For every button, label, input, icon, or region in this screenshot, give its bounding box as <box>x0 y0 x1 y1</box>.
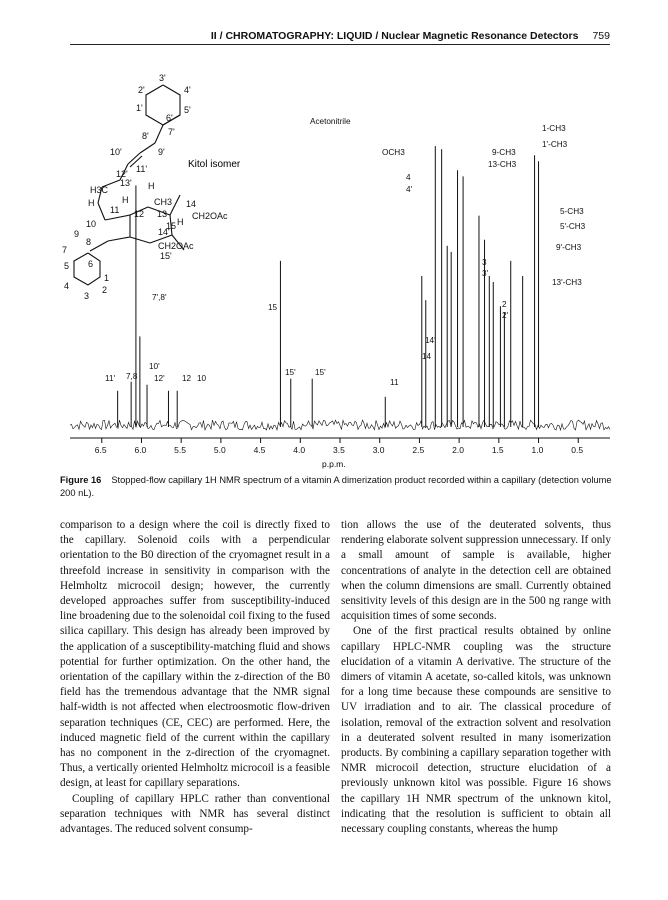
struct-label: H <box>148 181 155 191</box>
figure-label: Figure 16 <box>60 475 102 485</box>
header-rule <box>70 44 610 45</box>
peak-label: 1'-CH3 <box>542 140 568 149</box>
struct-label: 7' <box>168 127 175 137</box>
struct-label: 10 <box>86 219 97 229</box>
x-tick-label: 3.5 <box>333 445 345 455</box>
peak-label: 3 <box>482 258 487 267</box>
struct-label: H <box>177 217 184 227</box>
peak-label: 5-CH3 <box>560 207 584 216</box>
struct-label: 2 <box>102 285 108 295</box>
struct-label: 9' <box>158 147 165 157</box>
struct-label: 4' <box>184 85 191 95</box>
struct-label: 11 <box>110 205 120 215</box>
struct-label: H <box>122 195 129 205</box>
peak-label: OCH3 <box>382 148 405 157</box>
struct-label: 15' <box>160 251 172 261</box>
paragraph: tion allows the use of the deuterated solvents, thus rendering elaborate solvent suppression unnecessary. If only a small amount of sample is available, higher concentrations of analyte in the detection cell are obtained when the column dimensions are small. Currently obtained sensitivity levels of this design are in the 500 ng range with acquisition times of some seconds. <box>341 519 611 623</box>
struct-label: H3C <box>90 185 109 195</box>
peak-label: 15' <box>285 368 296 377</box>
peak-label: 4' <box>406 185 413 194</box>
x-tick-label: 6.0 <box>134 445 147 455</box>
peak-label: 12' <box>154 374 165 383</box>
x-tick-label: 2.5 <box>412 445 425 455</box>
struct-label: 5' <box>184 105 191 115</box>
peak-label: 2 <box>502 300 507 309</box>
text-column-left <box>60 518 330 837</box>
struct-label: 5 <box>64 261 70 271</box>
struct-label: 15 <box>166 221 177 231</box>
struct-label: 8 <box>86 237 92 247</box>
struct-label: 7 <box>62 245 68 255</box>
structure-labels <box>62 73 228 301</box>
x-axis-title: p.p.m. <box>322 459 346 469</box>
peak-label: 3' <box>482 269 489 278</box>
struct-label: 13' <box>120 178 132 188</box>
peak-label: 5'-CH3 <box>560 222 586 231</box>
running-header <box>0 30 610 42</box>
paragraph: comparison to a design where the coil is directly fixed to the capillary. Solenoid coils with a perpendicular orientation to the B0 direction of the cryomagnet result in a threefold increase in sensitivity in comparison with the Helmholtz microcoil design; however, the currently developed approaches suffer from susceptibility-induced line broadening due to the solenoidal coil fixing to the fused silica capillary. This design has already been improved by the application of a susceptibility-matching fluid and shows potential for further optimization. On the other hand, the orientation of the capillary within the z-direction of the B0 field has the tremendous advantage that the NMR signal half-width is not affected when electroosmotic flow-driven separation techniques (CE, CEC) are performed. Here, the induced magnetic field of the current within the capillary has no component in the z-direction of the cryomagnet. Thus, a vertically oriented Helmholtz microcoil is a feasible design, at least for capillary separations. <box>60 519 330 790</box>
x-tick-label: 4.5 <box>253 445 266 455</box>
x-tick-label: 5.0 <box>213 445 226 455</box>
text-column-right <box>341 518 611 837</box>
x-tick-label: 2.0 <box>452 445 464 455</box>
struct-label: 4 <box>64 281 70 291</box>
x-tick-label: 1.0 <box>531 445 544 455</box>
peak-label: 9'-CH3 <box>556 243 582 252</box>
struct-label: 13 <box>157 209 168 219</box>
struct-label: 1 <box>104 273 110 283</box>
x-tick-label: 6.5 <box>94 445 107 455</box>
spectrum <box>70 117 610 430</box>
peak-label: 15 <box>268 303 278 312</box>
peak-label: 10' <box>149 362 160 371</box>
peak-label: 2' <box>502 311 509 320</box>
peak-label: 9-CH3 <box>492 148 516 157</box>
x-tick-label: 5.5 <box>174 445 187 455</box>
peak-label: 11 <box>390 378 399 387</box>
peak-label: 14' <box>425 336 436 345</box>
peak-label: 10 <box>197 374 207 383</box>
nmr-figure <box>60 55 620 475</box>
peak-label: 13'-CH3 <box>552 278 582 287</box>
isomer-label: Kitol isomer <box>188 159 241 170</box>
struct-label: 3 <box>84 291 90 301</box>
struct-label: CH2OAc <box>158 241 194 251</box>
paragraph: One of the first practical results obtained by online capillary HPLC-NMR coupling was the structure elucidation of a vitamin A derivative. The structure of the dimers of vitamin A acetate, so-called kitols, was unknown for a long time because these compounds are sensitive to UV irradiation and to air. The classical procedure of isolation, removal of the extraction solvent and resolvation in a deuterated solvent resulted in many isomerization products. By combining a capillary separation together with NMR microcoil detection, structure elucidation of a previously unknown kitol was possible. Figure 16 shows the capillary 1H NMR spectrum of the unknown kitol, indicating that the resolution is sufficient to obtain all necessary coupling constants, whereas the hump <box>341 625 611 836</box>
struct-label: 14' <box>158 227 170 237</box>
struct-label: 12 <box>134 209 145 219</box>
x-tick-label: 4.0 <box>293 445 306 455</box>
struct-label: CH2OAc <box>192 211 228 221</box>
struct-label: 12' <box>116 169 128 179</box>
peak-label: 1-CH3 <box>542 124 566 133</box>
page-number: 759 <box>592 30 610 42</box>
x-tick-label: 3.0 <box>372 445 385 455</box>
peak-label: 4 <box>406 173 411 182</box>
peak-label: 11' <box>105 374 116 383</box>
x-tick-label: 0.5 <box>571 445 584 455</box>
struct-label: 1' <box>136 103 143 113</box>
struct-label: CH3 <box>154 197 173 207</box>
struct-label: 2' <box>138 85 145 95</box>
struct-label: H <box>88 198 95 208</box>
peak-label: 13-CH3 <box>488 160 517 169</box>
struct-label: 9 <box>74 229 80 239</box>
struct-label: 11' <box>136 164 148 174</box>
struct-label: 3' <box>159 73 166 83</box>
figure-caption-text: Stopped-flow capillary 1H NMR spectrum of a vitamin A dimerization product recorded within a capillary (detection volume 200 nL). <box>60 475 612 498</box>
peak-label: Acetonitrile <box>310 117 351 126</box>
peak-label: 7',8' <box>152 293 167 302</box>
struct-label: 10' <box>110 147 122 157</box>
peak-label: 14 <box>422 352 432 361</box>
struct-label: 6' <box>166 113 173 123</box>
struct-label: 6 <box>88 259 94 269</box>
x-axis <box>70 438 610 469</box>
struct-label: 14 <box>186 199 197 209</box>
paragraph: Coupling of capillary HPLC rather than conventional separation techniques with NMR has several distinct advantages. The reduced solvent consump- <box>60 792 330 836</box>
spectrum-baseline <box>70 420 610 430</box>
x-tick-label: 1.5 <box>491 445 504 455</box>
peak-label: 7,8 <box>126 372 138 381</box>
peak-label: 15' <box>315 368 326 377</box>
figure-caption <box>60 474 612 499</box>
running-title: II / CHROMATOGRAPHY: LIQUID / Nuclear Magnetic Resonance Detectors <box>210 30 579 42</box>
peak-label: 12 <box>182 374 192 383</box>
struct-label: 8' <box>142 131 149 141</box>
